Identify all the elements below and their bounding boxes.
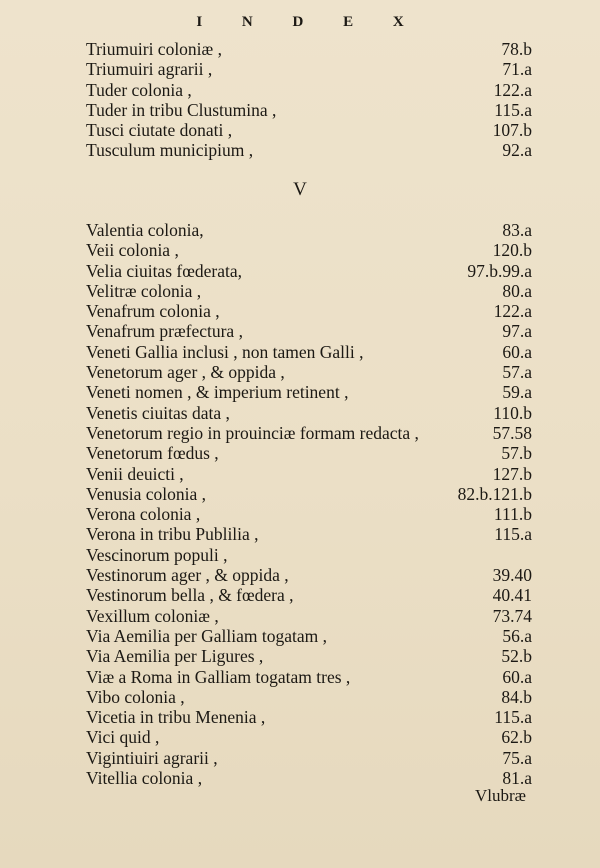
entry-page-ref: 73.74: [492, 605, 532, 626]
entry-page-ref: 120.b: [492, 240, 532, 261]
index-entry: [86, 220, 532, 240]
index-entry: [86, 80, 532, 100]
entry-term: Viæ a Roma in Galliam togatam tres ,: [86, 666, 351, 687]
entry-page-ref: 92.a: [502, 140, 532, 161]
entry-term: Via Aemilia per Ligures ,: [86, 646, 264, 667]
entry-term: Velitræ colonia ,: [86, 280, 202, 301]
entry-page-ref: 115.a: [494, 524, 532, 545]
entry-page-ref: 75.a: [502, 747, 532, 768]
index-entry: [86, 646, 532, 666]
entry-page-ref: 84.b: [501, 686, 532, 707]
entry-page-ref: 107.b: [492, 120, 532, 141]
entry-term: Triumuiri agrarii ,: [86, 59, 213, 80]
entry-term: Via Aemilia per Galliam togatam ,: [86, 625, 327, 646]
entry-term: Venetorum regio in prouinciæ formam redacta ,: [86, 422, 419, 443]
entry-term: Vibo colonia ,: [86, 686, 185, 707]
entry-term: Venetis ciuitas data ,: [86, 402, 230, 423]
index-entry: [86, 120, 532, 140]
index-entry: [86, 382, 532, 402]
entry-page-ref: 97.b.99.a: [467, 260, 532, 281]
entry-page-ref: 78.b: [501, 39, 532, 59]
index-entry: [86, 100, 532, 120]
index-entry: [86, 423, 532, 443]
entry-term: Venafrum colonia ,: [86, 301, 220, 322]
index-entry: [86, 240, 532, 260]
entry-term: Vescinorum populi ,: [86, 544, 228, 565]
index-entry: [86, 748, 532, 768]
index-entry: [86, 565, 532, 585]
index-entry: [86, 545, 532, 565]
entry-term: Velia ciuitas fœderata,: [86, 260, 242, 281]
index-entry: [86, 362, 532, 382]
entry-page-ref: 39.40: [492, 565, 532, 586]
entry-page-ref: 81.a: [502, 768, 532, 789]
index-entry: [86, 727, 532, 747]
entry-term: Veneti Gallia inclusi , non tamen Galli ,: [86, 341, 364, 362]
entry-page-ref: 52.b: [501, 646, 532, 667]
entry-page-ref: 111.b: [493, 504, 532, 525]
entry-page-ref: 57.58: [492, 422, 532, 443]
entry-term: Vestinorum bella , & fœdera ,: [86, 585, 294, 606]
entry-term: Venii deuicti ,: [86, 463, 184, 484]
entry-page-ref: 115.a: [494, 707, 532, 728]
entry-page-ref: 57.a: [502, 362, 532, 383]
entries-v-section: [86, 220, 532, 788]
entry-term: Tuder in tribu Clustumina ,: [86, 99, 277, 120]
index-entry: [86, 585, 532, 605]
entry-page-ref: 57.b: [501, 443, 532, 464]
index-entry: [86, 39, 532, 59]
entry-term: Valentia colonia,: [86, 220, 204, 240]
index-entry: [86, 484, 532, 504]
index-entry: [86, 342, 532, 362]
entry-term: Tusculum municipium ,: [86, 140, 254, 161]
index-entry: [86, 59, 532, 79]
index-entry: [86, 403, 532, 423]
entry-term: Vestinorum ager , & oppida ,: [86, 565, 289, 586]
entry-page-ref: 82.b.121.b: [457, 483, 532, 504]
entry-term: Vexillum coloniæ ,: [86, 605, 219, 626]
entry-term: Vici quid ,: [86, 727, 160, 748]
entry-term: Venetorum ager , & oppida ,: [86, 362, 285, 383]
index-entry: [86, 626, 532, 646]
entry-page-ref: 83.a: [502, 220, 532, 240]
page-header: I N D E X: [196, 14, 422, 30]
index-entry: [86, 687, 532, 707]
index-entry: [86, 768, 532, 788]
catchword: Vlubræ: [475, 786, 526, 805]
index-entry: [86, 504, 532, 524]
entry-page-ref: 122.a: [493, 79, 532, 100]
entry-term: Tusci ciutate donati ,: [86, 120, 233, 141]
entry-term: Vitellia colonia ,: [86, 768, 203, 789]
entry-term: Veneti nomen , & imperium retinent ,: [86, 382, 349, 403]
section-letter: V: [293, 179, 307, 200]
entry-page-ref: 110.b: [493, 402, 532, 423]
index-entry: [86, 606, 532, 626]
entry-term: Tuder colonia ,: [86, 79, 192, 100]
entry-term: Venetorum fœdus ,: [86, 443, 219, 464]
entry-page-ref: 97.a: [502, 321, 532, 342]
index-entry: [86, 321, 532, 341]
entry-term: Vigintiuiri agrarii ,: [86, 747, 218, 768]
index-entry: [86, 707, 532, 727]
entry-page-ref: 115.a: [494, 99, 532, 120]
entry-term: Veii colonia ,: [86, 240, 179, 261]
index-entry: [86, 281, 532, 301]
entry-page-ref: 40.41: [492, 585, 532, 606]
index-entry: [86, 524, 532, 544]
entries-t-section: [86, 39, 532, 161]
entry-term: Vicetia in tribu Menenia ,: [86, 707, 266, 728]
entry-page-ref: 60.a: [502, 666, 532, 687]
entry-page-ref: 122.a: [493, 301, 532, 322]
index-entry: [86, 140, 532, 160]
entry-page-ref: 60.a: [502, 341, 532, 362]
entry-term: Triumuiri coloniæ ,: [86, 39, 222, 59]
entry-page-ref: 62.b: [501, 727, 532, 748]
entry-page-ref: 127.b: [492, 463, 532, 484]
entry-page-ref: 56.a: [502, 625, 532, 646]
entry-term: Verona in tribu Publilia ,: [86, 524, 259, 545]
entry-term: Venafrum præfectura ,: [86, 321, 243, 342]
entry-page-ref: 59.a: [502, 382, 532, 403]
index-entry: [86, 464, 532, 484]
index-entry: [86, 301, 532, 321]
entry-page-ref: 71.a: [502, 59, 532, 80]
entry-term: Verona colonia ,: [86, 504, 201, 525]
index-entry: [86, 667, 532, 687]
entry-term: Venusia colonia ,: [86, 483, 207, 504]
index-entry: [86, 443, 532, 463]
index-entry: [86, 261, 532, 281]
entry-page-ref: 80.a: [502, 280, 532, 301]
